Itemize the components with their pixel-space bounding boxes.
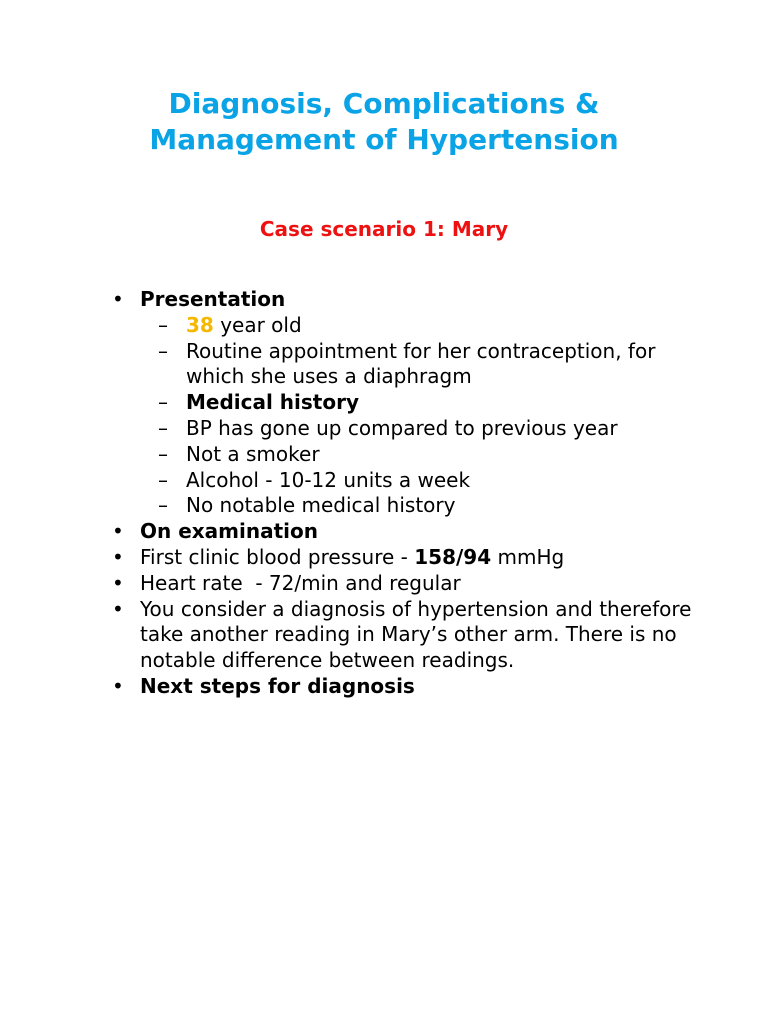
- bullet-marker: •: [112, 673, 124, 698]
- dash-marker: –: [158, 390, 168, 415]
- bullet-examination: [112, 519, 712, 545]
- first-bp-value: 158/94: [414, 544, 492, 569]
- sub-item-medical-history: [112, 390, 712, 416]
- smoker-text: Not a smoker: [186, 441, 320, 466]
- sub-item-bp-history: [112, 416, 712, 442]
- bullet-marker: •: [112, 570, 124, 595]
- bullet-presentation: [112, 287, 712, 313]
- sub-item-alcohol: [112, 468, 712, 494]
- bullet-marker: •: [112, 596, 124, 621]
- consider-diagnosis-text: You consider a diagnosis of hypertension and therefore take another reading in Mary’s other arm. There is no notable difference between readings.: [140, 596, 692, 673]
- bullet-marker: •: [112, 287, 124, 311]
- presentation-heading: Presentation: [140, 287, 286, 311]
- title-line-1: Diagnosis, Complications &: [168, 87, 600, 120]
- dash-marker: –: [158, 467, 168, 492]
- bp-history-text: BP has gone up compared to previous year: [186, 415, 618, 440]
- first-bp-label: First clinic blood pressure -: [140, 544, 415, 569]
- examination-heading: On examination: [140, 519, 318, 544]
- sub-item-routine-appointment: [112, 339, 712, 391]
- first-bp-unit: mmHg: [491, 544, 565, 569]
- page-title: [0, 86, 768, 158]
- bullet-next-steps: [112, 674, 712, 700]
- title-line-2: Management of Hypertension: [149, 123, 619, 156]
- case-scenario-heading: Case scenario 1: Mary: [259, 217, 509, 241]
- heart-rate-text: Heart rate - 72/min and regular: [140, 570, 461, 595]
- routine-appointment-text: Routine appointment for her contraception, for which she uses a diaphragm: [186, 338, 656, 389]
- alcohol-text: Alcohol - 10-12 units a week: [186, 467, 471, 492]
- case-bullet-list: [112, 287, 712, 700]
- bullet-marker: •: [112, 519, 124, 544]
- bullet-consider-diagnosis: [112, 597, 712, 674]
- bullet-heart-rate: [112, 571, 712, 597]
- sub-item-smoker: [112, 442, 712, 468]
- age-text: year old: [213, 312, 302, 337]
- next-steps-heading: Next steps for diagnosis: [140, 673, 415, 698]
- dash-marker: –: [158, 415, 168, 440]
- age-value: 38: [186, 312, 214, 337]
- medical-history-heading: Medical history: [186, 390, 360, 415]
- bullet-first-bp: [112, 545, 712, 571]
- dash-marker: –: [158, 338, 168, 363]
- sub-item-no-notable-history: [112, 493, 712, 519]
- sub-item-age: [112, 313, 712, 339]
- dash-marker: –: [158, 493, 168, 518]
- dash-marker: –: [158, 441, 168, 466]
- dash-marker: –: [158, 312, 168, 337]
- bullet-marker: •: [112, 544, 124, 569]
- no-notable-history-text: No notable medical history: [186, 493, 456, 518]
